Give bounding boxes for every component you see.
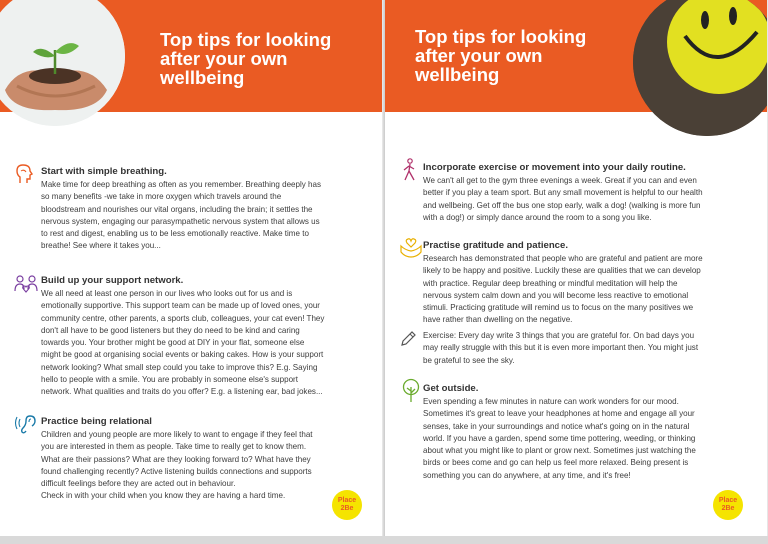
- support-network-section: [14, 272, 374, 402]
- breathing-section: [14, 163, 374, 259]
- right-page: [384, 0, 768, 536]
- section-heading: Incorporate exercise or movement into your daily routine.: [423, 162, 686, 173]
- gratitude-exercise-note: [399, 330, 759, 370]
- section-heading: Get outside.: [423, 383, 479, 394]
- section-body: We all need at least one person in our lives who looks out for us and is emotionally supportive. This support team can be made up of loved ones, your community centre, other parents, a sports club, colleagues, your cat even! They don't all have to be good listeners but they do need to be kind and caring towards you. Your brother might be good at DIY in your flat, someone else might be good at organising social events or baking cakes. How is your support network looking? What small step could you take to improve this? E.g. Saying hello to people with a smile. You are probably in someone else's support network. What qualities and traits do you offer? E.g. a listening ear, bad jokes...: [41, 289, 325, 397]
- person-walking-icon: [399, 158, 419, 178]
- head-breathing-icon: [14, 163, 34, 183]
- left-page: [0, 0, 383, 536]
- gratitude-section: [399, 236, 759, 328]
- tree-icon: [399, 378, 419, 398]
- get-outside-section: [399, 378, 759, 488]
- people-heart-icon: [14, 272, 34, 292]
- section-body: We can't all get to the gym three evenings a week. Great if you can and even better if you play a team sport. But any small movement is helpful to our health and wellbeing. Get off the bus one stop early, walk a dog! (walking is more fun with a dog!) or simply dance around the room to a song you like.: [423, 176, 703, 222]
- place2be-logo: Place 2Be: [713, 490, 743, 520]
- right-page-title: Top tips for looking after your own wellbeing: [415, 26, 587, 85]
- section-heading: Practice being relational: [41, 416, 152, 427]
- section-body: Make time for deep breathing as often as you remember. Breathing deeply has so many benefits -we take in more oxygen which travels around the bloodstream and nourishes our vital organs, including the brain; it settles the nervous system, engaging our parasympathetic nervous system that allows us to rest and digest, enabling us to be less emotionally reactive. Make time to breathe! See where it takes you...: [41, 180, 322, 251]
- section-body: Even spending a few minutes in nature can work wonders for our mood. Sometimes it's great to leave your headphones at home and engage all your senses, take in your surroundings and notice what's going on in the natural world. If you have a garden, spend some time pottering, weeding, or thinking about what you might like to plant or grow next. Sometimes just watching the birds or bees come and go can help us feel more relaxed. Being present is something you can do anywhere, at any time, and it's free!: [423, 397, 696, 480]
- section-heading: Start with simple breathing.: [41, 166, 167, 177]
- section-body: Children and young people are more likely to want to engage if they feel that you are interested in them as people. Take time to really get to know them. What are their passions? What are they looking forward to? What have they found challenging recently? Active listening builds connections and supports difficult feelings before they are acted out in behaviour. Check in with your child when you know they are having a hard time.: [41, 430, 313, 501]
- section-body: Exercise: Every day write 3 things that you are grateful for. On bad days you may really struggle with this but it is even more important then. You might just be grateful to see the sky.: [423, 331, 699, 365]
- section-heading: Build up your support network.: [41, 275, 184, 286]
- left-page-title: Top tips for looking after your own wellbeing: [160, 29, 332, 88]
- hands-heart-icon: [399, 236, 419, 256]
- section-heading: Practise gratitude and patience.: [423, 240, 569, 251]
- smiley-stress-ball-photo: [633, 0, 768, 136]
- exercise-section: [399, 158, 759, 228]
- listening-ear-icon: [14, 413, 34, 433]
- relational-section: [14, 413, 374, 509]
- pencil-icon: [399, 330, 419, 350]
- section-body: Research has demonstrated that people who are grateful and patient are more likely to be happy and positive. Luckily these are qualities that we can develop with practice. Regular deep breathing or mindful meditation will help the nervous system calm down and you will become less reactive to emotional stimuli. Practicing gratitude will remind us to focus on the many positives we have rather than dwelling on the negative.: [423, 254, 703, 325]
- place2be-logo: Place 2Be: [332, 490, 362, 520]
